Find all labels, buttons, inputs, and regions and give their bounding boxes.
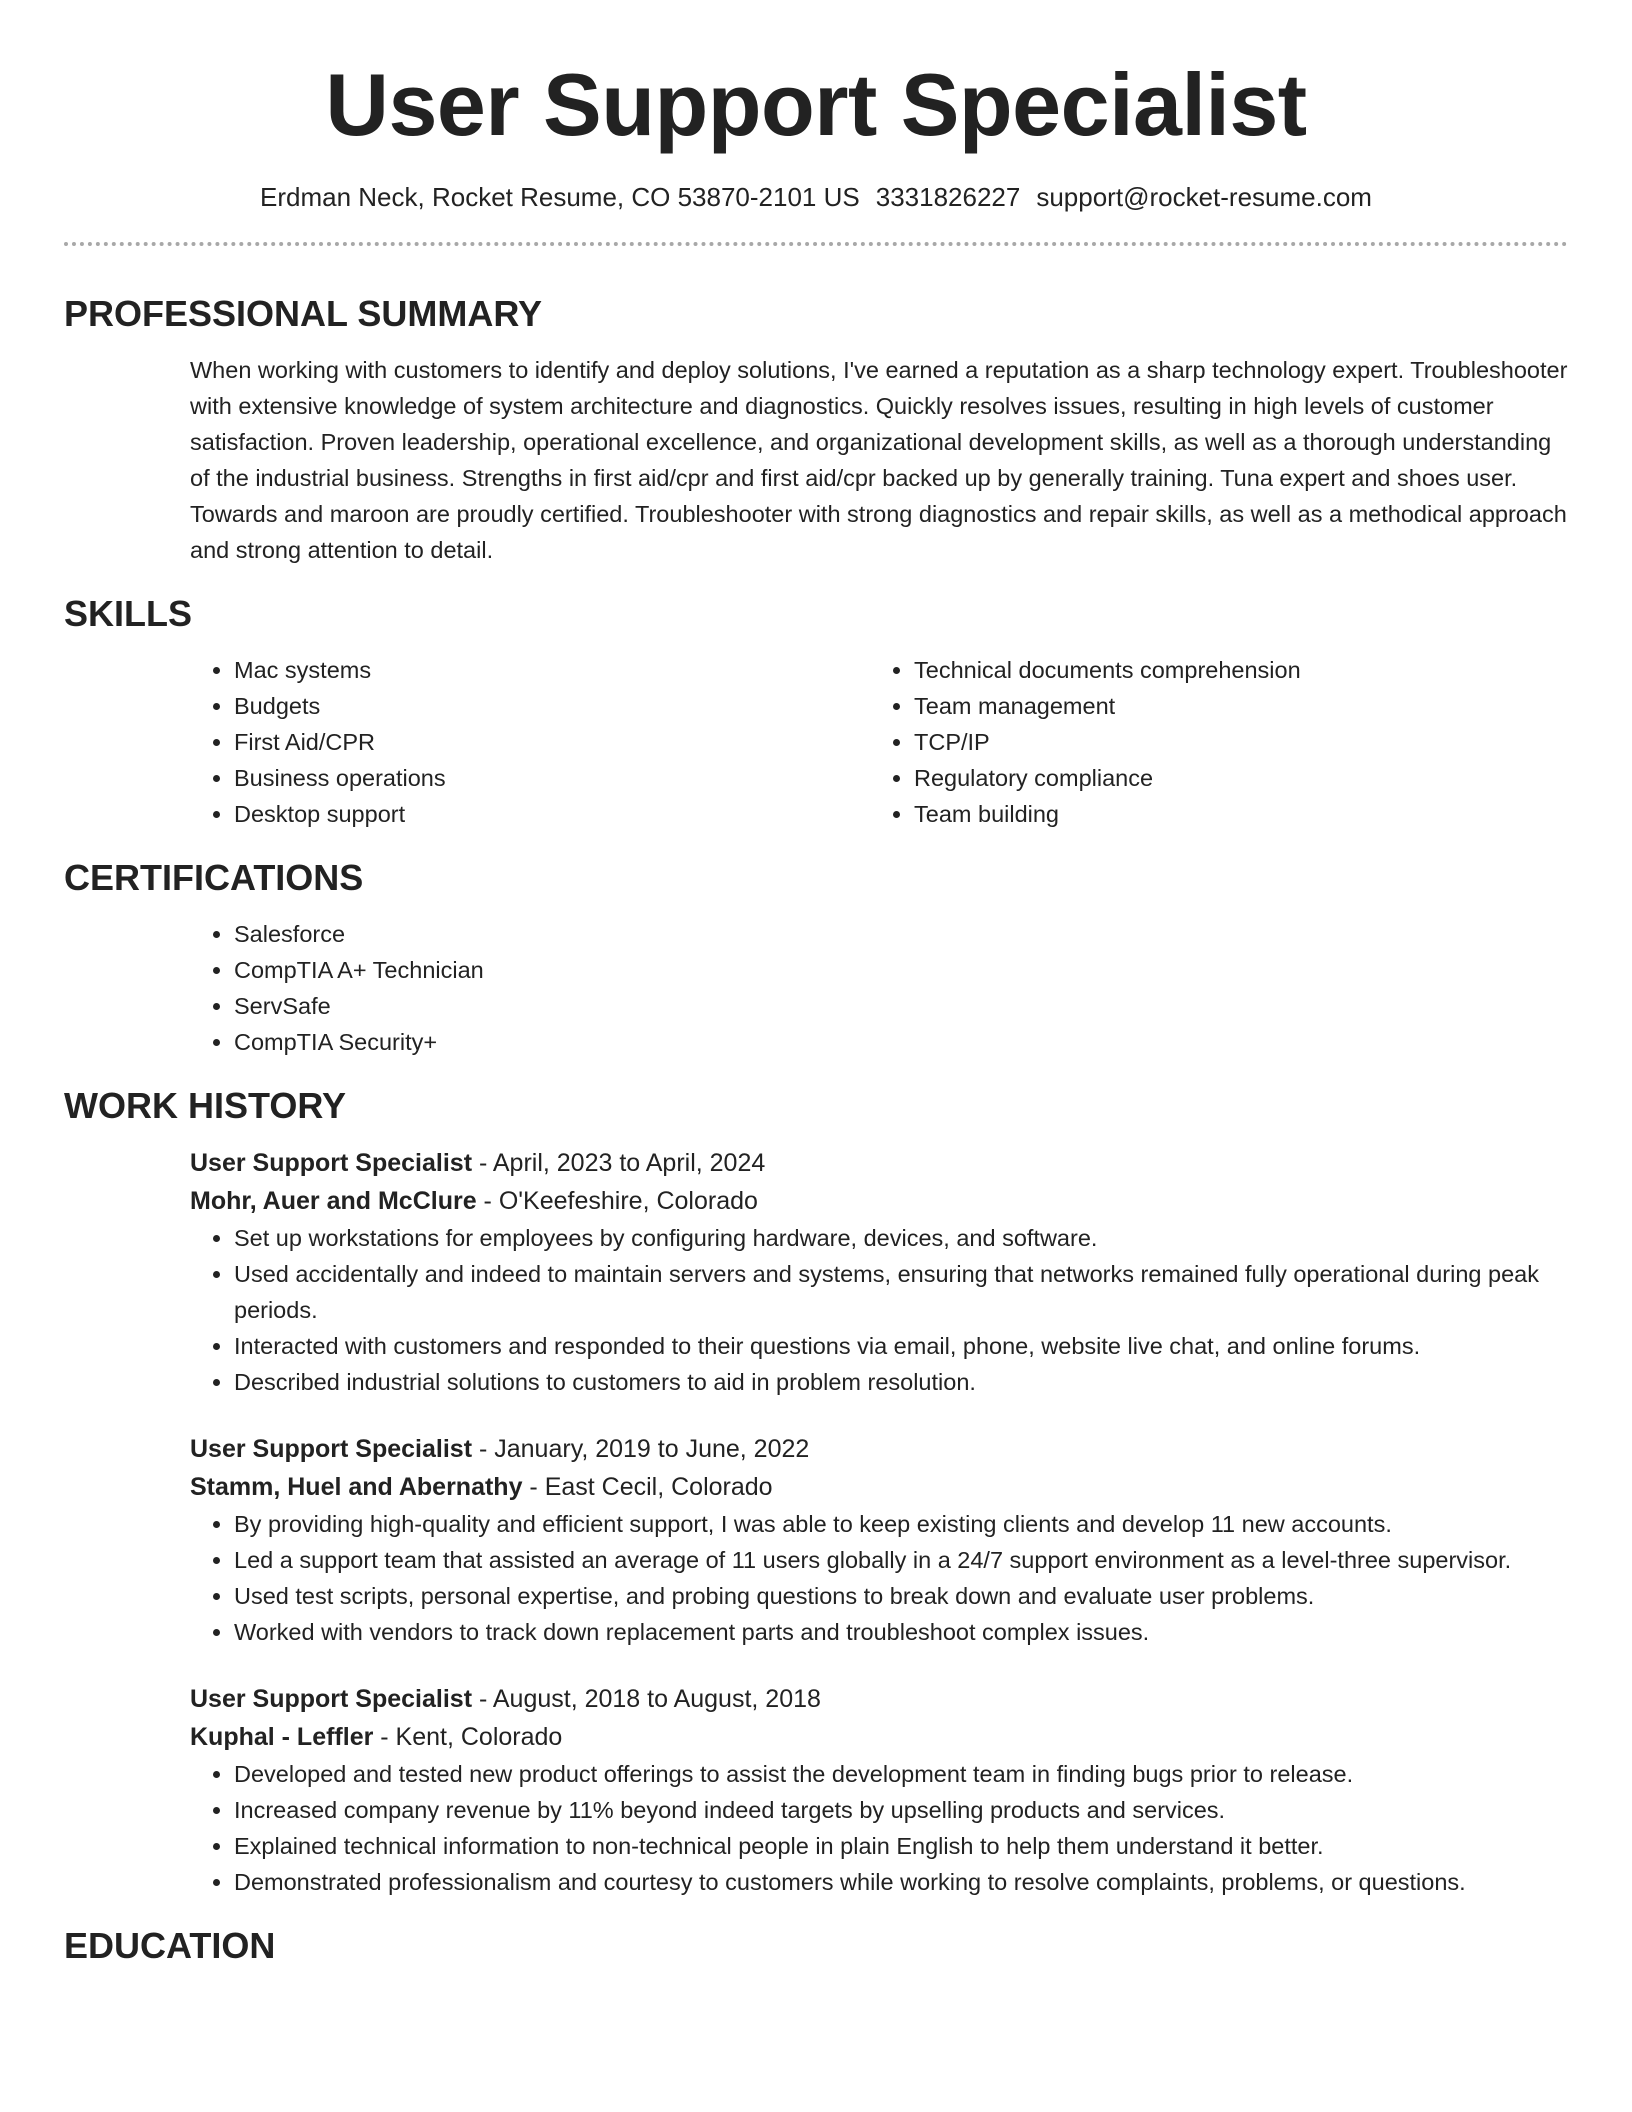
skill-item: • Mac systems: [234, 652, 870, 688]
job-location: - East Cecil, Colorado: [522, 1473, 773, 1501]
certification-item: • ServSafe: [234, 988, 1568, 1024]
job-bullets: [190, 1220, 1568, 1400]
contact-email: support@rocket-resume.com: [1036, 182, 1372, 212]
job-dates: - April, 2023 to April, 2024: [472, 1149, 766, 1177]
skill-item: • Team management: [914, 688, 1550, 724]
contact-line: [64, 180, 1568, 214]
job-bullet: • Set up workstations for employees by configuring hardware, devices, and software.: [234, 1220, 1568, 1256]
skill-item: • Regulatory compliance: [914, 760, 1550, 796]
summary-body: [190, 352, 1568, 568]
resume-page: [64, 0, 1568, 1968]
job-entry: [190, 1680, 1568, 1900]
job-entry: [190, 1144, 1568, 1400]
contact-address: Erdman Neck, Rocket Resume, CO 53870-2101 US: [260, 182, 860, 212]
work-history-heading: WORK HISTORY: [64, 1085, 347, 1126]
work-history-section: [64, 1084, 1568, 1900]
job-entry: [190, 1430, 1568, 1650]
job-bullet: • Demonstrated professionalism and courtesy to customers while working to resolve complaints, problems, or questions.: [234, 1864, 1568, 1900]
job-dates: - January, 2019 to June, 2022: [472, 1435, 810, 1463]
skills-column-right: [870, 652, 1550, 832]
job-title: User Support Specialist: [190, 1435, 473, 1463]
job-title: User Support Specialist: [190, 1685, 473, 1713]
job-bullets: [190, 1506, 1568, 1650]
job-bullet: • By providing high-quality and efficient support, I was able to keep existing clients and develop 11 new accounts.: [234, 1506, 1568, 1542]
job-title: User Support Specialist: [190, 1149, 473, 1177]
job-bullet: • Described industrial solutions to customers to aid in problem resolution.: [234, 1364, 1568, 1400]
skills-grid: [190, 652, 1568, 832]
skill-item: • Business operations: [234, 760, 870, 796]
job-company-line: [190, 1468, 1568, 1506]
job-bullets: [190, 1756, 1568, 1900]
skill-item: • Desktop support: [234, 796, 870, 832]
job-bullet: • Explained technical information to non-technical people in plain English to help them understand it better.: [234, 1828, 1568, 1864]
education-section: [64, 1924, 1568, 1968]
job-location: - O'Keefeshire, Colorado: [476, 1187, 758, 1215]
job-location: - Kent, Colorado: [373, 1723, 563, 1751]
contact-phone: 3331826227: [875, 182, 1021, 212]
skill-item: • Team building: [914, 796, 1550, 832]
skill-item: • Technical documents comprehension: [914, 652, 1550, 688]
certifications-body: [190, 916, 1568, 1060]
summary-heading: PROFESSIONAL SUMMARY: [64, 293, 543, 334]
summary-section: [64, 292, 1568, 568]
skill-item: • TCP/IP: [914, 724, 1550, 760]
skill-item: • Budgets: [234, 688, 870, 724]
job-title-line: [190, 1144, 1568, 1182]
job-company-line: [190, 1182, 1568, 1220]
job-company: Mohr, Auer and McClure: [190, 1187, 477, 1215]
certification-item: • CompTIA A+ Technician: [234, 952, 1568, 988]
job-bullet: • Increased company revenue by 11% beyond indeed targets by upselling products and services.: [234, 1792, 1568, 1828]
job-company-line: [190, 1718, 1568, 1756]
job-title-line: [190, 1680, 1568, 1718]
skills-section: [64, 592, 1568, 832]
job-company: Stamm, Huel and Abernathy: [190, 1473, 523, 1501]
skills-heading: SKILLS: [64, 593, 193, 634]
certification-item: • CompTIA Security+: [234, 1024, 1568, 1060]
certifications-section: [64, 856, 1568, 1060]
skill-item: • First Aid/CPR: [234, 724, 870, 760]
summary-text: When working with customers to identify and deploy solutions, I've earned a reputation as a sharp technology expert. Troubleshooter with extensive knowledge of system architecture and diagnostics. Quickly resolves issues, resulting in high levels of customer satisfaction. Proven leadership, operational excellence, and organizational development skills, as well as a thorough understanding of the industrial business. Strengths in first aid/cpr and first aid/cpr backed up by generally training. Tuna expert and shoes user. Towards and maroon are proudly certified. Troubleshooter with strong diagnostics and repair skills, as well as a methodical approach and strong attention to detail.: [190, 357, 1568, 563]
education-heading: EDUCATION: [64, 1925, 276, 1966]
header-divider: [64, 242, 1568, 246]
skills-body: [190, 652, 1568, 832]
job-dates: - August, 2018 to August, 2018: [472, 1685, 821, 1713]
job-title-line: [190, 1430, 1568, 1468]
job-company: Kuphal - Leffler: [190, 1723, 374, 1751]
job-bullet: • Used accidentally and indeed to maintain servers and systems, ensuring that networks remained fully operational during peak periods.: [234, 1256, 1568, 1328]
resume-name: User Support Specialist: [325, 55, 1307, 154]
job-bullet: • Interacted with customers and responded to their questions via email, phone, website live chat, and online forums.: [234, 1328, 1568, 1364]
certification-item: • Salesforce: [234, 916, 1568, 952]
job-bullet: • Led a support team that assisted an average of 11 users globally in a 24/7 support environment as a level-three supervisor.: [234, 1542, 1568, 1578]
job-bullet: • Used test scripts, personal expertise, and probing questions to break down and evaluate user problems.: [234, 1578, 1568, 1614]
certifications-heading: CERTIFICATIONS: [64, 857, 364, 898]
skills-column-left: [190, 652, 870, 832]
job-bullet: • Worked with vendors to track down replacement parts and troubleshoot complex issues.: [234, 1614, 1568, 1650]
job-bullet: • Developed and tested new product offerings to assist the development team in finding bugs prior to release.: [234, 1756, 1568, 1792]
